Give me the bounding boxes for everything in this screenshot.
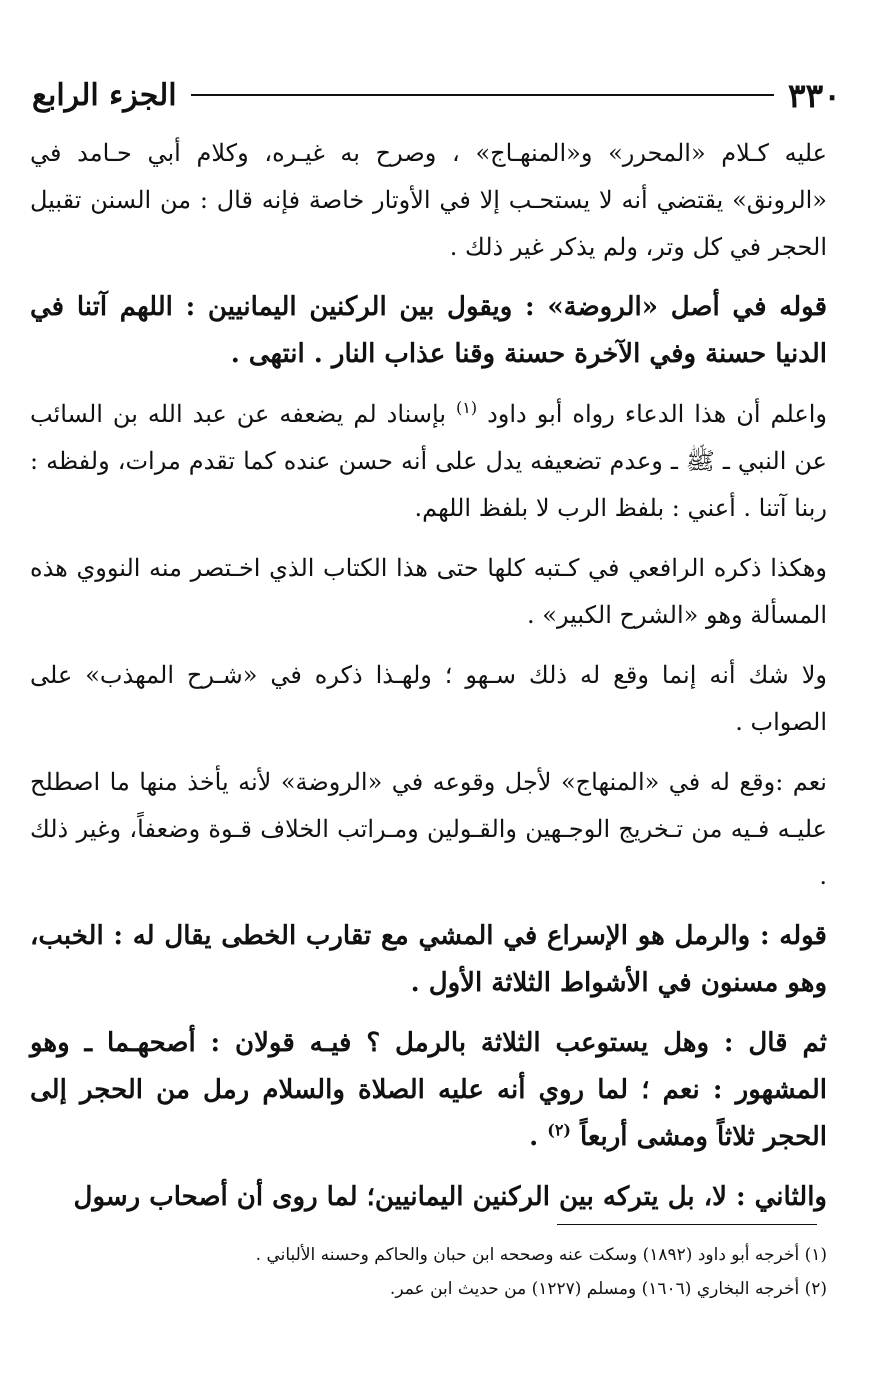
paragraph-text: . xyxy=(529,1122,539,1152)
paragraph xyxy=(30,391,827,532)
paragraph-quote: قوله : والرمل هو الإسراع في المشي مع تقارب الخطى يقال له : الخبب، وهو مسنون في الأشواط الثلاثة الأول . xyxy=(30,921,827,998)
page-header xyxy=(32,70,841,120)
paragraph-quote: قوله في أصل «الروضة» : ويقول بين الركنين اليمانيين : اللهم آتنا في الدنيا حسنة وفي الآخرة حسنة وقنا عذاب النار . انتهى . xyxy=(30,292,827,369)
paragraph-text: بإسناد لم يضعفه عن عبد الله بن السائب عن النبي ـ ﷺ ـ وعدم تضعيفه يدل على أنه حسن عنده كما تقدم مرات، ولفظه : ربنا آتنا . أعني : بلفظ الرب لا بلفظ اللهم. xyxy=(30,400,827,522)
paragraph-quote xyxy=(30,1020,827,1161)
paragraph: عليه كـلام «المحرر» و«المنهـاج» ، وصرح به غيـره، وكلام أبي حـامد في «الرونق» يقتضي أنه لا يستحـب إلا في الأوتار خاصة فإنه قال : من السنن تقبيل الحجر في كل وتر، ولم يذكر غير ذلك . xyxy=(30,139,827,261)
paragraph: نعم :وقع له في «المنهاج» لأجل وقوعه في «الروضة» لأنه يأخذ منها ما اصطلح عليـه فـيه من تـخريج الوجـهين والقـولين ومـراتب الخلاف قـوة وضعفاً، وغير ذلك . xyxy=(30,768,828,890)
footnote-separator xyxy=(557,1224,817,1225)
running-title: الجزء الرابع xyxy=(32,77,177,113)
paragraph-quote: والثاني : لا، بل يتركه بين الركنين اليمانيين؛ لما روى أن أصحاب رسول xyxy=(73,1182,827,1212)
main-text xyxy=(30,130,827,1234)
page-number: ٣٣٠ xyxy=(787,75,841,115)
paragraph-text: واعلم أن هذا الدعاء رواه أبو داود xyxy=(487,400,827,428)
footnotes xyxy=(30,1238,827,1306)
footnote-ref: (٢) xyxy=(547,1120,571,1140)
paragraph: وهكذا ذكره الرافعي في كـتبه كلها حتى هذا الكتاب الذي اخـتصر منه النووي هذه المسألة وهو «الشرح الكبير» . xyxy=(30,554,827,629)
footnote: (٢) أخرجه البخاري (١٦٠٦) ومسلم (١٢٢٧) من حديث ابن عمر. xyxy=(389,1279,827,1299)
header-rule xyxy=(191,94,774,96)
footnote-ref: (١) xyxy=(456,398,478,417)
footnote: (١) أخرجه أبو داود (١٨٩٢) وسكت عنه وصححه ابن حبان والحاكم وحسنه الألباني . xyxy=(255,1245,827,1265)
paragraph: ولا شك أنه إنما وقع له ذلك سـهو ؛ ولهـذا ذكره في «شـرح المهذب» على الصواب . xyxy=(30,661,827,736)
paragraph-text: ثم قال : وهل يستوعب الثلاثة بالرمل ؟ فيـه قولان : أصحهـما ـ وهو المشهور : نعم ؛ لما روي أنه عليه الصلاة والسلام رمل من الحجر إلى الحجر ثلاثاً ومشى أربعاً xyxy=(30,1028,827,1152)
